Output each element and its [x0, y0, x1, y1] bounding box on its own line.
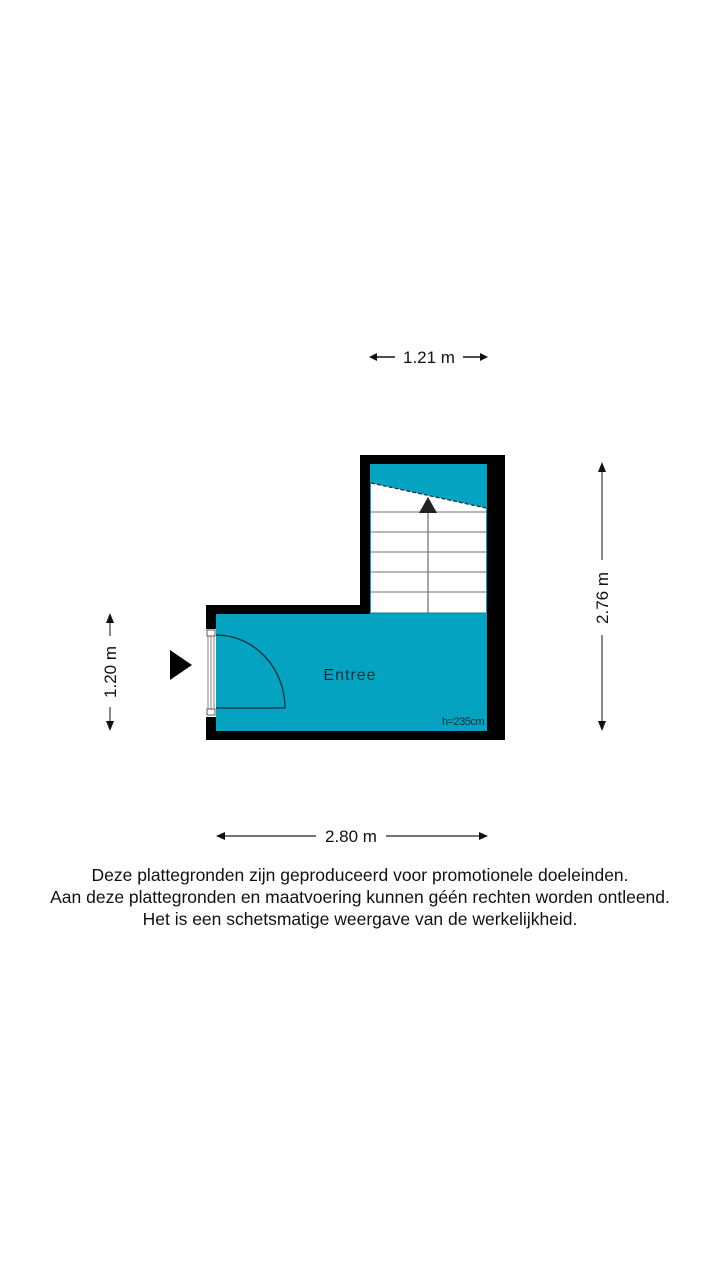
dimension-right — [593, 462, 612, 731]
disclaimer-line-3: Het is een schetsmatige weergave van de werkelijkheid. — [142, 909, 578, 929]
entrance-arrow-icon — [170, 650, 192, 680]
disclaimer-line-2: Aan deze plattegronden en maatvoering kunnen géén rechten worden ontleend. — [50, 887, 670, 907]
disclaimer-line-1: Deze plattegronden zijn geproduceerd voor promotionele doeleinden. — [91, 865, 629, 885]
room-height: h=235cm — [441, 716, 484, 728]
dimension-bottom-label: 2.80 m — [325, 827, 377, 846]
dimension-left — [101, 613, 120, 731]
dimension-left-label: 1.20 m — [101, 646, 120, 698]
dimension-top — [369, 348, 488, 367]
disclaimer — [0, 864, 720, 930]
dimension-top-label: 1.21 m — [403, 348, 455, 367]
room-name: Entree — [323, 667, 377, 684]
dimension-right-label: 2.76 m — [593, 572, 612, 624]
dimension-bottom — [216, 827, 488, 846]
